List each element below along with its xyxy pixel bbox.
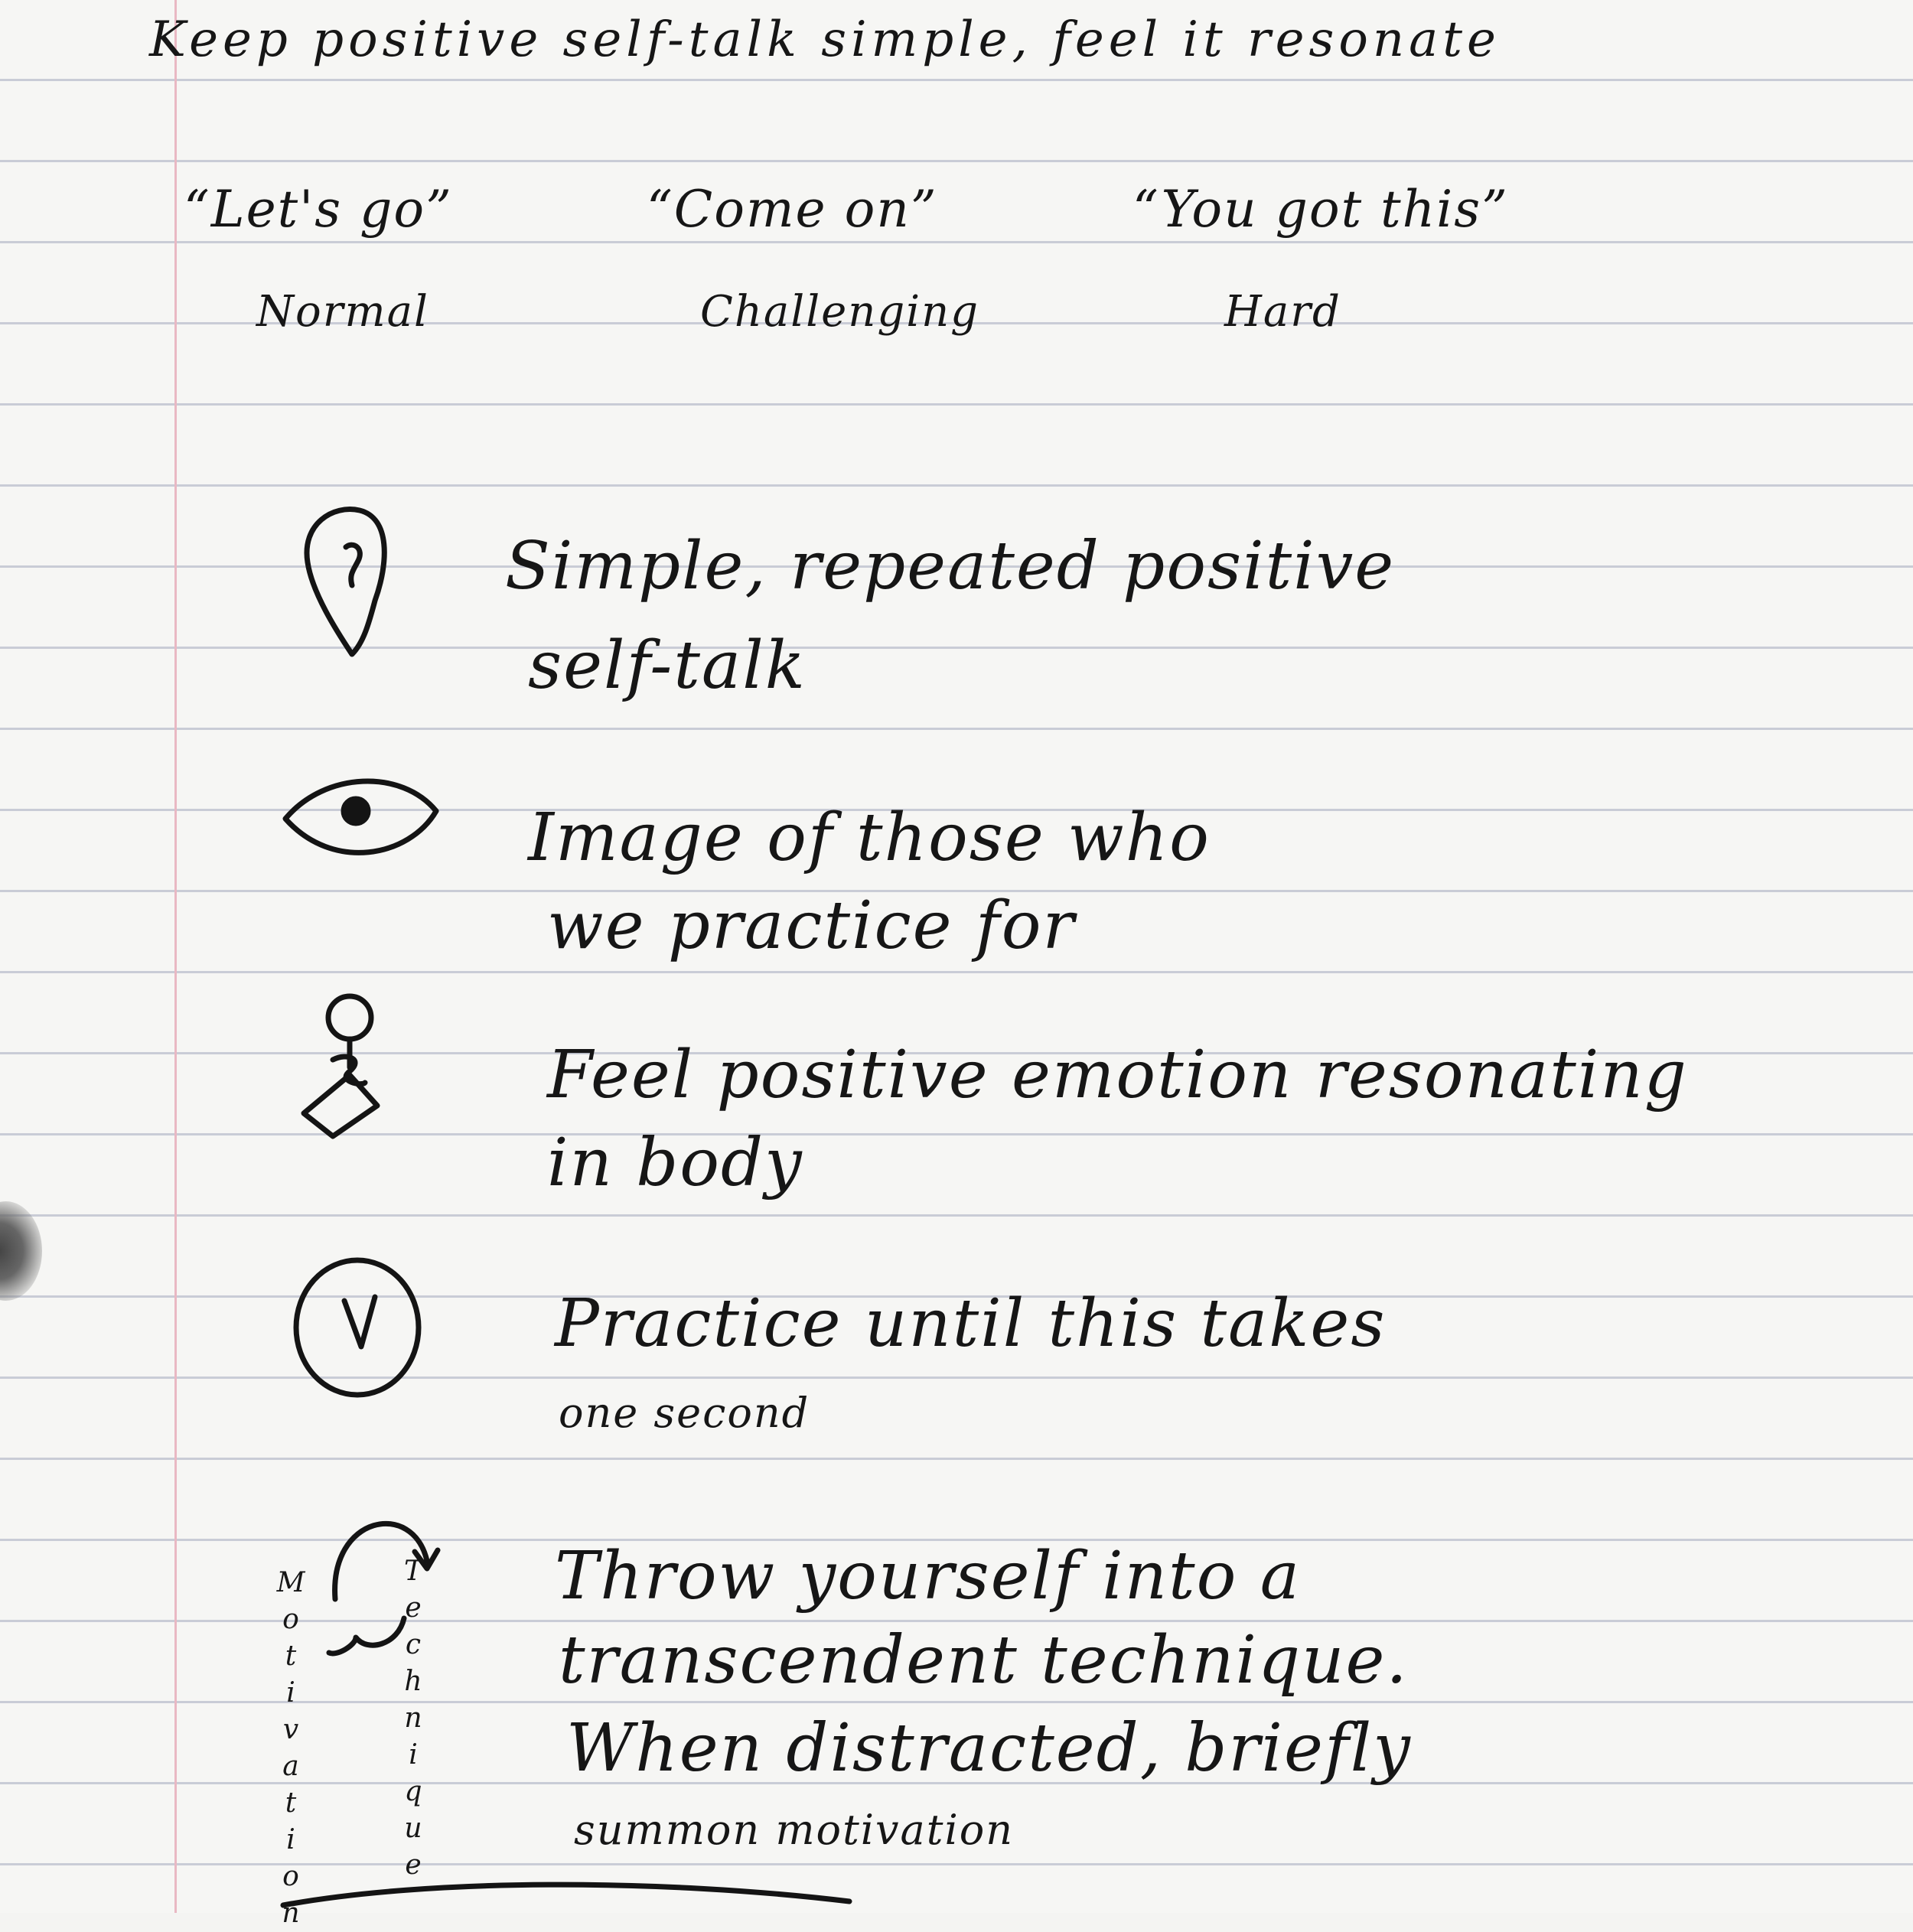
page-title: Keep positive self-talk simple, feel it resonate (149, 11, 1501, 68)
item-2-line-2: we practice for (547, 888, 1076, 964)
item-5-line-1: Throw yourself into a (555, 1538, 1301, 1614)
stick-figure-icon (295, 991, 394, 1144)
eye-icon (279, 765, 444, 872)
item-4-line-1: Practice until this takes (555, 1285, 1387, 1362)
clock-icon (291, 1255, 425, 1400)
loop-arrow-icon (321, 1484, 451, 1683)
quote-hard: “You got this” (1132, 180, 1509, 239)
item-4-line-2: one second (559, 1389, 810, 1437)
quote-normal: “Let's go” (184, 180, 453, 239)
ink-smudge (0, 1201, 42, 1301)
item-1-line-2: self-talk (528, 627, 807, 704)
label-normal: Normal (256, 287, 429, 337)
item-1-line-1: Simple, repeated positive (505, 528, 1396, 604)
vertical-word-technique: T e c h n i q u e (403, 1556, 422, 1881)
vertical-word-motivation: M o t i v a t i o n (276, 1567, 305, 1929)
item-5-line-2: transcendent technique. (559, 1622, 1409, 1699)
margin-line (174, 0, 177, 1913)
bottom-ink-stroke (275, 1867, 857, 1913)
item-5-line-3: When distracted, briefly (566, 1710, 1412, 1787)
quote-challenging: “Come on” (647, 180, 938, 239)
item-5-line-4: summon motivation (574, 1806, 1015, 1854)
item-2-line-1: Image of those who (528, 800, 1211, 876)
label-hard: Hard (1224, 287, 1341, 337)
ear-icon (298, 501, 398, 662)
item-3-line-2: in body (547, 1125, 803, 1201)
item-3-line-1: Feel positive emotion resonating (547, 1037, 1688, 1113)
label-challenging: Challenging (700, 287, 979, 337)
